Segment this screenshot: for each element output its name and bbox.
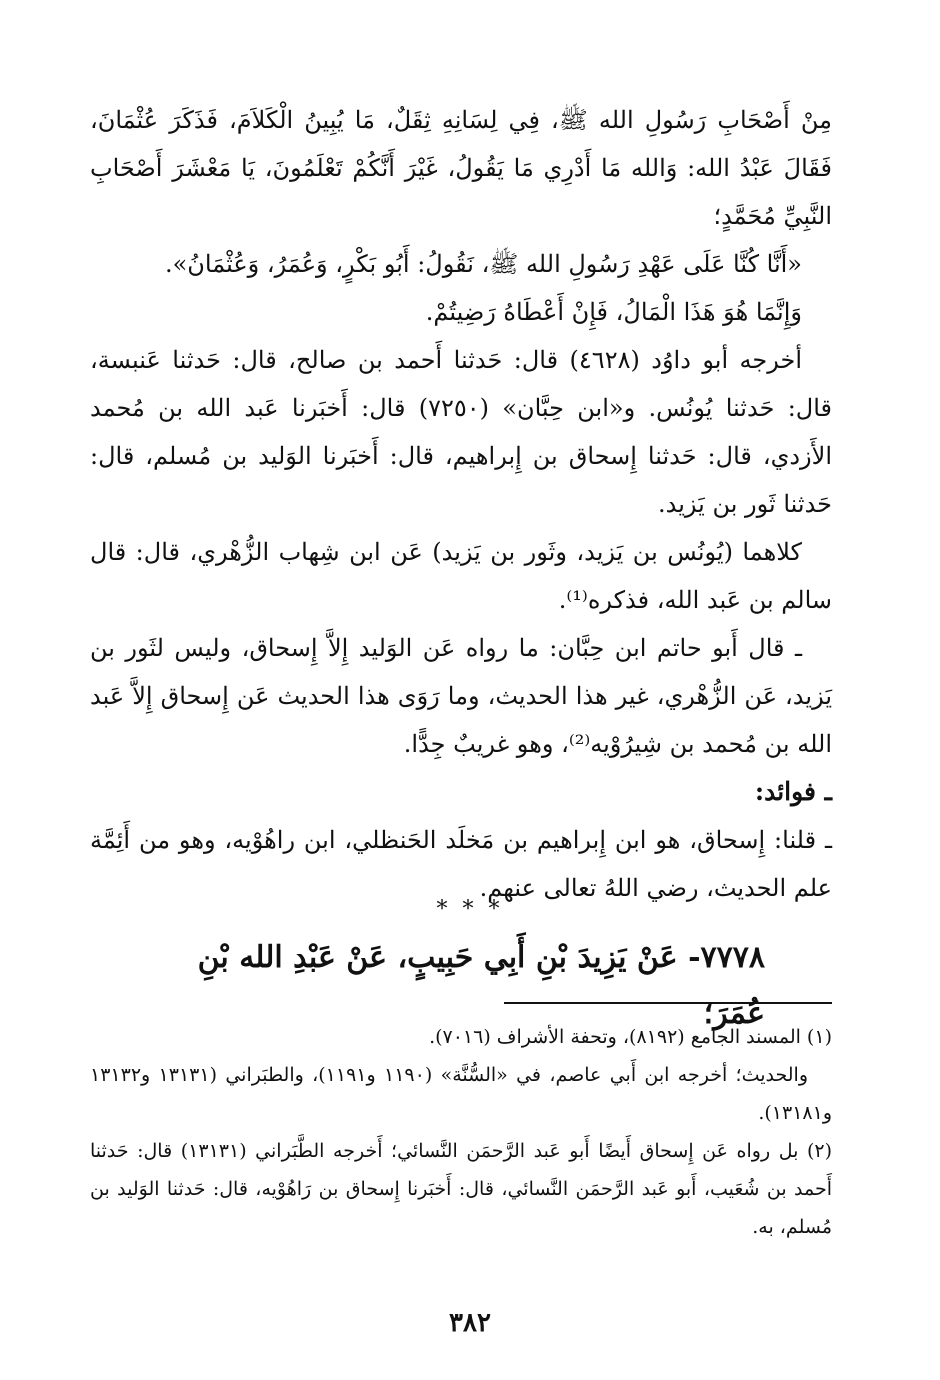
- hadith-quote: «أَنَّا كُنَّا عَلَى عَهْدِ رَسُولِ الله ﷺ، نَقُولُ: أَبُو بَكْرٍ، وَعُمَرُ، وَعُثْمَانُ».: [164, 250, 802, 278]
- hadith-number-title: ٧٧٧٨- عَنْ يَزِيدَ بْنِ أَبِي حَبِيبٍ، عَنْ عَبْدِ الله بْنِ عُمَرَ؛: [197, 940, 765, 1031]
- footnote-1-continuation: والحديث؛ أخرجه ابن أَبي عاصم، في «السُّنَّة» (١١٩٠ و١١٩١)، والطبَراني (١٣١٣١ و١٣١٣٢ و١٣١٨١).: [90, 1064, 832, 1124]
- footnotes: [90, 1018, 832, 1246]
- footnote-1: (١) المسند الجامع (٨١٩٢)، وتحفة الأشراف (٧٠١٦).: [429, 1026, 832, 1048]
- section-separator: * * *: [436, 897, 504, 922]
- takhrij-paragraph: أخرجه أبو داوُد (٤٦٢٨) قال: حَدثنا أَحمد بن صالح، قال: حَدثنا عَنبسة، قال: حَدثنا يُونُس. و«ابن حِبَّان» (٧٢٥٠) قال: أَخبَرنا عَبد الله بن مُحمد الأَزدي، قال: حَدثنا إِسحاق بن إِبراهيم، قال: أَخبَرنا الوَليد بن مُسلم، قال: حَدثنا ثَور بن يَزيد.: [90, 346, 832, 518]
- hadith-text-continuation: مِنْ أَصْحَابِ رَسُولِ الله ﷺ، فِي لِسَانِهِ ثِقَلٌ، مَا يُبِينُ الْكَلاَمَ، فَذَكَرَ عُثْمَانَ، فَقَالَ عَبْدُ الله: وَالله مَا أَدْرِي مَا يَقُولُ، غَيْرَ أَنَّكُمْ تَعْلَمُونَ، يَا مَعْشَرَ أَصْحَابِ النَّبِيِّ مُحَمَّدٍ؛: [90, 106, 832, 230]
- fawaid-heading: ـ فوائد:: [754, 777, 832, 806]
- fawaid-paragraph: ـ قلنا: إِسحاق، هو ابن إِبراهيم بن مَخلَد الحَنظلي، ابن راهُوْيه، وهو من أَئِمَّة علم الحديث، رضي اللهُ تعالى عنهم.: [90, 826, 832, 902]
- footnote-2: (٢) بل رواه عَن إِسحاق أَيضًا أَبو عَبد الرَّحمَن النَّسائي؛ أَخرجه الطَّبَراني (١٣١٣١) قال: حَدثنا أَحمد بن شُعَيب، أَبو عَبد الرَّحمَن النَّسائي، قال: أَخبَرنا إِسحاق بن رَاهُوْيه، قال: حَدثنا الوَليد بن مُسلم، به.: [90, 1140, 832, 1238]
- ibn-hibban-comment: ـ قال أَبو حاتم ابن حِبَّان: ما رواه عَن الوَليد إِلاَّ إِسحاق، وليس لثَور بن يَزيد، عَن الزُّهْري، غير هذا الحديث، وما رَوَى هذا الحديث عَن إِسحاق إِلاَّ عَبد الله بن مُحمد بن شِيرُوْيه⁽²⁾، وهو غريبٌ جِدًّا.: [90, 634, 832, 758]
- page-number: ٣٨٢: [449, 1308, 491, 1338]
- hadith-quote-end: وَإِنَّمَا هُوَ هَذَا الْمَالُ، فَإِنْ أَعْطَاهُ رَضِيتُمْ.: [425, 298, 802, 326]
- footnote-rule: [504, 1002, 832, 1004]
- main-text: [90, 96, 832, 912]
- chain-summary-paragraph: كلاهما (يُونُس بن يَزيد، وثَور بن يَزيد) عَن ابن شِهاب الزُّهْري، قال: قال سالم بن عَبد الله، فذكره⁽¹⁾.: [90, 538, 832, 614]
